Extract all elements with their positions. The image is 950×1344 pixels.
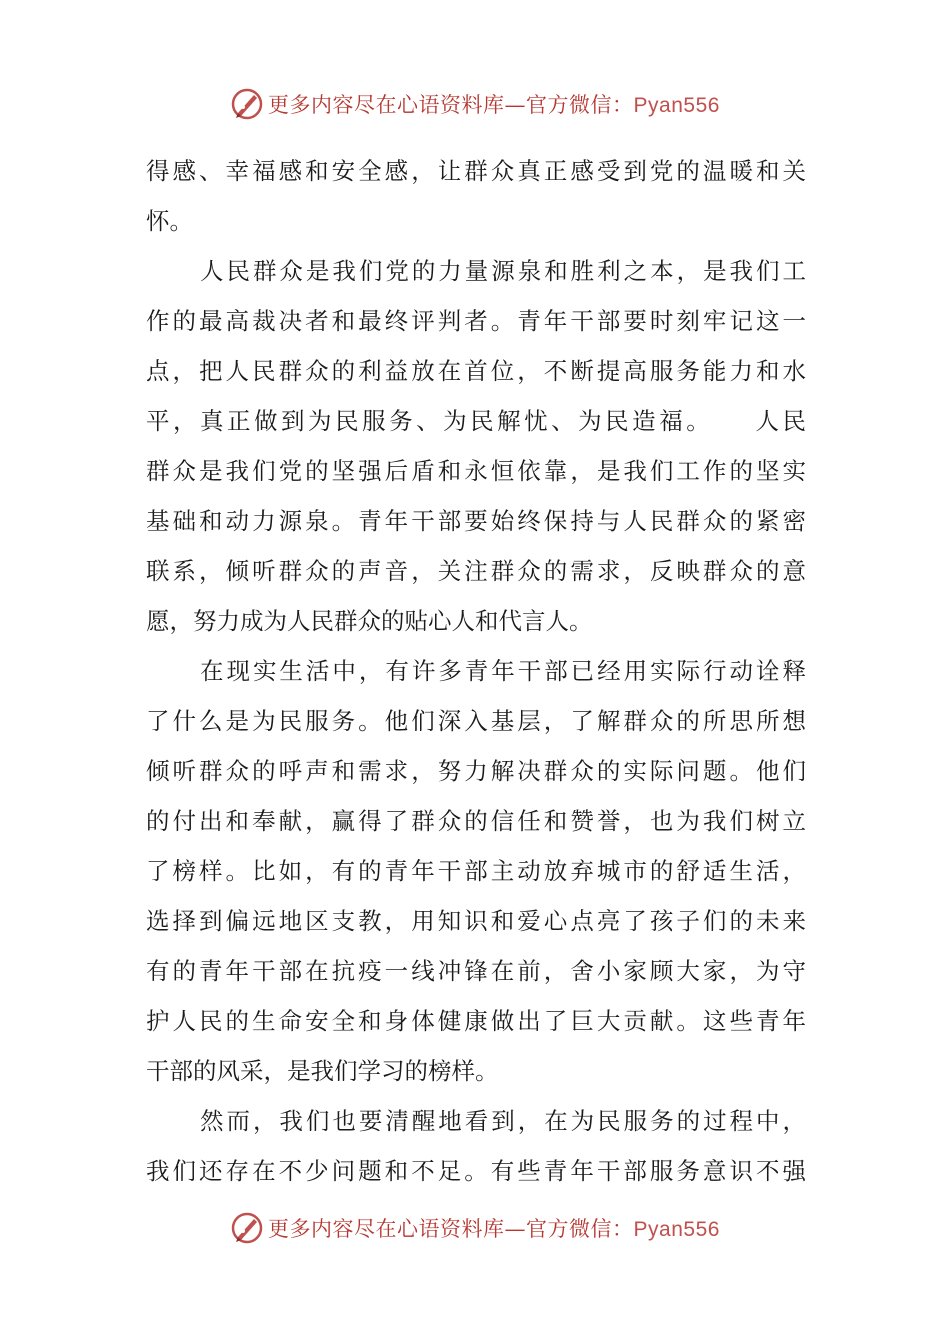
text-line: 了什么是为民服务。他们深入基层，了解群众的所思所想 <box>146 707 806 735</box>
text-line: 平，真正做到为民服务、为民解忧、为民造福。 人民 <box>146 407 806 435</box>
banner-wechat-id: Pyan556 <box>633 94 720 117</box>
text-line: 我们还存在不少问题和不足。有些青年干部服务意识不强 <box>146 1157 806 1185</box>
pen-logo-icon <box>230 1211 264 1245</box>
text-line: 的付出和奉献，赢得了群众的信任和赞誉，也为我们树立 <box>146 807 806 835</box>
text-line: 怀。 <box>146 207 193 235</box>
banner-wechat-id: Pyan556 <box>633 1218 720 1241</box>
pen-logo-icon <box>230 87 264 121</box>
text-line: 人民群众是我们党的力量源泉和胜利之本，是我们工 <box>200 257 806 285</box>
text-line: 作的最高裁决者和最终评判者。青年干部要时刻牢记这一 <box>146 307 806 335</box>
text-line: 倾听群众的呼声和需求，努力解决群众的实际问题。他们 <box>146 757 806 785</box>
document-body <box>146 146 806 1196</box>
banner-source: 更多内容尽在心语资料库 <box>268 93 505 117</box>
banner-wechat-label: 官方微信： <box>526 93 634 117</box>
text-line: 联系，倾听群众的声音，关注群众的需求，反映群众的意 <box>146 557 806 585</box>
text-line: 得感、幸福感和安全感，让群众真正感受到党的温暖和关 <box>146 157 806 185</box>
text-line: 然而，我们也要清醒地看到，在为民服务的过程中， <box>200 1107 806 1135</box>
text-line: 在现实生活中，有许多青年干部已经用实际行动诠释 <box>200 657 806 685</box>
banner-wechat-label: 官方微信： <box>526 1217 634 1241</box>
banner-separator: — <box>504 93 527 117</box>
text-line: 有的青年干部在抗疫一线冲锋在前，舍小家顾大家，为守 <box>146 957 806 985</box>
text-line: 基础和动力源泉。青年干部要始终保持与人民群众的紧密 <box>146 507 806 535</box>
text-line: 护人民的生命安全和身体健康做出了巨大贡献。这些青年 <box>146 1007 806 1035</box>
text-line: 选择到偏远地区支教，用知识和爱心点亮了孩子们的未来 <box>146 907 806 935</box>
text-line: 群众是我们党的坚强后盾和永恒依靠，是我们工作的坚实 <box>146 457 806 485</box>
text-line: 愿，努力成为人民群众的贴心人和代言人。 <box>146 607 593 635</box>
text-line: 干部的风采，是我们学习的榜样。 <box>146 1057 499 1085</box>
banner-text <box>268 89 720 119</box>
footer-banner <box>0 1208 950 1248</box>
text-line: 了榜样。比如，有的青年干部主动放弃城市的舒适生活， <box>146 857 806 885</box>
banner-separator: — <box>504 1217 527 1241</box>
banner-source: 更多内容尽在心语资料库 <box>268 1217 505 1241</box>
text-line: 点，把人民群众的利益放在首位，不断提高服务能力和水 <box>146 357 806 385</box>
header-banner <box>0 84 950 124</box>
banner-text <box>268 1213 720 1243</box>
